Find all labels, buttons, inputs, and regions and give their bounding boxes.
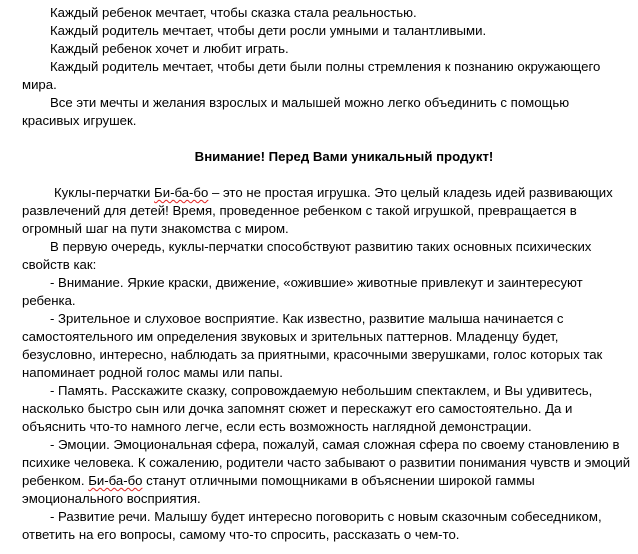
body-line-10: безусловно, интересно, наблюдать за приятными, красочными зверушками, голос которых так: [22, 347, 603, 362]
body-line-6: - Внимание. Яркие краски, движение, «ожившие» животные привлекут и заинтересуют: [50, 275, 583, 290]
body-line-17-post: станут отличными помощниками в объяснении широкой гаммы: [142, 473, 535, 488]
body-line-9: самостоятельного им определения звуковых и зрительных паттернов. Младенцу будет,: [22, 329, 559, 344]
body-line-18: эмоционального восприятия.: [22, 491, 201, 506]
body-line-3: огромный шаг на пути знакомства с миром.: [22, 221, 289, 236]
product-heading: Внимание! Перед Вами уникальный продукт!: [194, 149, 494, 164]
spellcheck-word: Би-ба-бо: [154, 185, 209, 200]
body-line-15: - Эмоции. Эмоциональная сфера, пожалуй, самая сложная сфера по своему становлению в: [50, 437, 620, 452]
body-line-4: В первую очередь, куклы-перчатки способствуют развитию таких основных психических: [50, 239, 592, 254]
body-line-2: развлечений для детей! Время, проведенное ребенком с такой игрушкой, превращается в: [22, 203, 577, 218]
body-line-7: ребенка.: [22, 293, 76, 308]
body-line-12: - Память. Расскажите сказку, сопровождаемую небольшим спектаклем, и Вы удивитесь,: [50, 383, 593, 398]
intro-line-2: Каждый родитель мечтает, чтобы дети росли умными и талантливыми.: [50, 23, 487, 38]
intro-line-6: Все эти мечты и желания взрослых и малышей можно легко объединить с помощью: [50, 95, 570, 110]
body-line-17: [22, 472, 535, 490]
body-line-20: ответить на его вопросы, самому что-то спросить, рассказать о чем-то.: [22, 527, 460, 542]
body-line-14: объяснить что-то намного легче, если есть возможность наглядной демонстрации.: [22, 419, 532, 434]
spellcheck-word: Би-ба-бо: [88, 473, 143, 488]
intro-line-1: Каждый ребенок мечтает, чтобы сказка стала реальностью.: [50, 5, 417, 20]
body-line-19: - Развитие речи. Малышу будет интересно поговорить с новым сказочным собеседником,: [50, 509, 602, 524]
body-line-8: - Зрительное и слуховое восприятие. Как известно, развитие малыша начинается с: [50, 311, 564, 326]
intro-line-4: Каждый родитель мечтает, чтобы дети были полны стремления к познанию окружающего: [50, 59, 601, 74]
body-line-17-pre: ребенком.: [22, 473, 89, 488]
body-line-1-post: – это не простая игрушка. Это целый кладезь идей развивающих: [208, 185, 613, 200]
body-line-11: напоминает родной голос мамы или папы.: [22, 365, 283, 380]
intro-line-7: красивых игрушек.: [22, 113, 137, 128]
intro-line-5: мира.: [22, 77, 57, 92]
body-line-1: [54, 184, 613, 202]
body-line-1-pre: Куклы-перчатки: [54, 185, 155, 200]
body-line-5: свойств как:: [22, 257, 97, 272]
body-line-16: психике человека. К сожалению, родители часто забывают о развитии понимания чувств и эмоций: [22, 455, 631, 470]
body-line-13: насколько быстро сын или дочка запомнят сюжет и перескажут его самостоятельно. Да и: [22, 401, 573, 416]
intro-line-3: Каждый ребенок хочет и любит играть.: [50, 41, 289, 56]
